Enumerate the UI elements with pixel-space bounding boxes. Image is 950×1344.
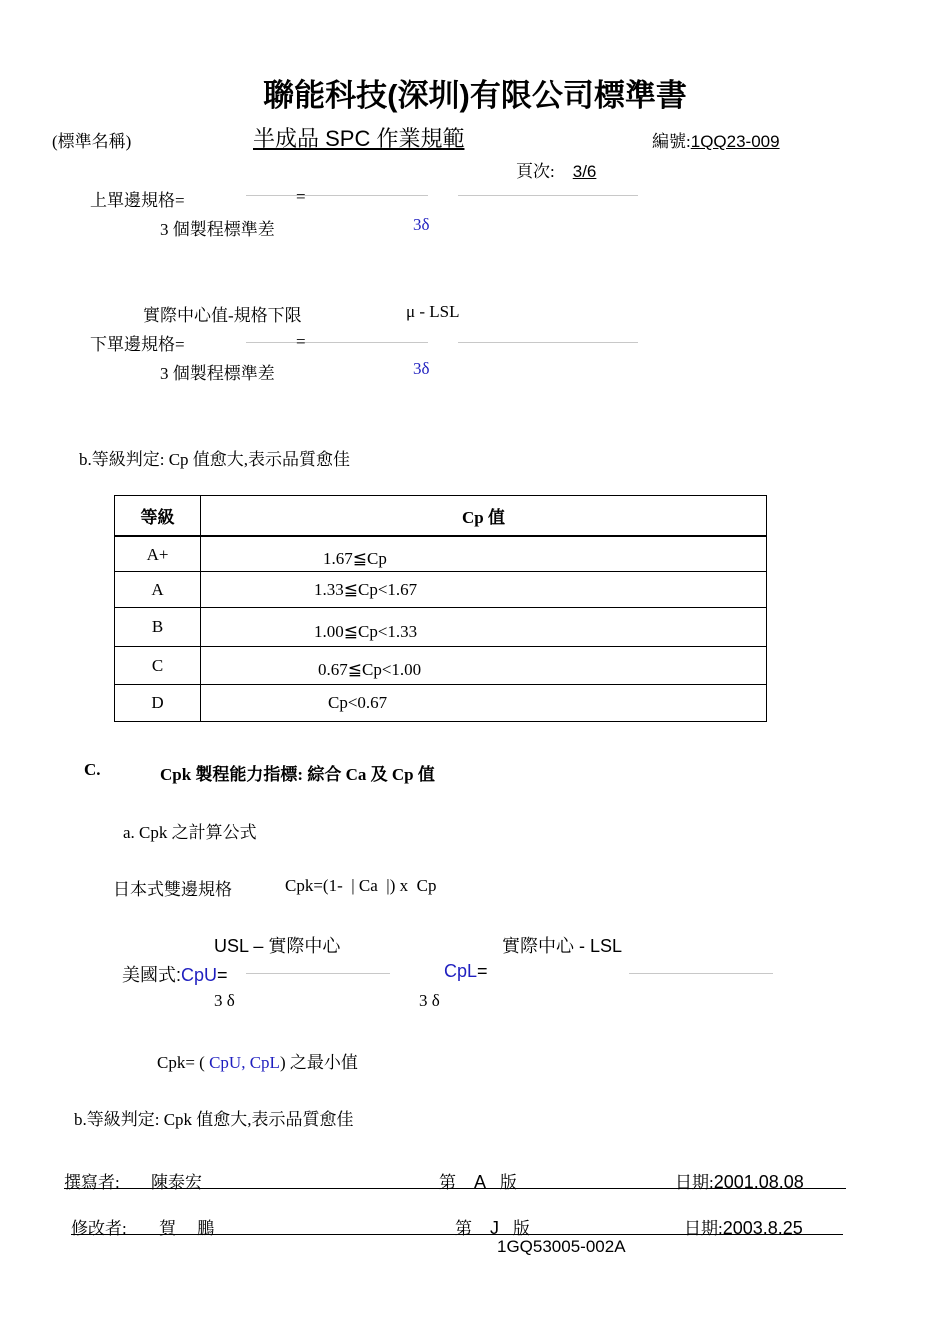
grade-cell: D — [115, 685, 201, 722]
upper-equals: = — [296, 187, 306, 206]
table-row — [115, 647, 767, 685]
modifier-underline — [71, 1234, 843, 1235]
lower-fraction-line-right — [458, 342, 638, 343]
lower-denominator-text: 3 個製程標準差 — [160, 364, 275, 383]
page-number — [516, 157, 610, 182]
cpl-label: CpL — [444, 961, 478, 981]
standard-name: 半成品 SPC 作業規範 — [253, 126, 465, 151]
grade-cell: B — [115, 608, 201, 647]
grade-column-header: 等級 — [115, 496, 201, 536]
edition-a: 第 A 版 — [439, 1172, 518, 1192]
upper-denominator-text: 3 個製程標準差 — [160, 220, 275, 239]
cpl-denominator: 3 δ — [419, 991, 440, 1010]
american-cpu — [122, 961, 228, 987]
cpu-numerator: USL – 實際中心 — [214, 936, 341, 956]
modifier-label: 修改者: — [71, 1219, 127, 1238]
page-title: 聯能科技(深圳)有限公司標準書 — [263, 78, 687, 113]
table-header-row — [115, 496, 767, 536]
cp-grade-table — [114, 495, 767, 722]
upper-spec-label: 上單邊規格= — [90, 191, 185, 210]
cpu-fraction-line — [246, 973, 390, 974]
author-label: 撰寫者: — [64, 1173, 120, 1192]
cpk-formula-heading: a. Cpk 之計算公式 — [123, 823, 257, 842]
edition-j: 第 J 版 — [455, 1218, 530, 1238]
range-cell: 1.67≦Cp — [201, 536, 767, 572]
cp-value-column-header: Cp 值 — [201, 496, 767, 536]
cpu-equals: = — [217, 965, 228, 985]
upper-fraction-line-right — [458, 195, 638, 196]
range-cell: 1.00≦Cp<1.33 — [201, 608, 767, 647]
cpl-numerator: 實際中心 - LSL — [502, 936, 623, 956]
japanese-label: 日本式雙邊規格 — [113, 880, 232, 899]
doc-number-label: 編號: — [652, 132, 691, 151]
table-row — [115, 685, 767, 722]
cpk-min-args: CpU, CpL — [209, 1053, 280, 1072]
upper-denominator-symbol: 3δ — [413, 215, 430, 234]
lower-denominator-symbol: 3δ — [413, 359, 430, 378]
table-row — [115, 536, 767, 572]
grade-cell: A+ — [115, 536, 201, 572]
lower-numerator-text: 實際中心值-規格下限 — [143, 306, 302, 325]
lower-fraction-line-left — [246, 342, 428, 343]
range-cell: Cp<0.67 — [201, 685, 767, 722]
section-c-title: Cpk 製程能力指標: 綜合 Ca 及 Cp 值 — [160, 765, 435, 784]
cpl-equals: = — [477, 961, 488, 981]
page-number-value: 3/6 — [572, 162, 597, 181]
cpk-min-formula: Cpk= ( CpU, CpL) 之最小值 — [157, 1053, 358, 1072]
doc-number — [652, 127, 780, 152]
page-number-label: 頁次: — [516, 162, 555, 181]
grade-cell: C — [115, 647, 201, 685]
table-row — [115, 608, 767, 647]
cp-judgement: b.等級判定: Cp 值愈大,表示品質愈佳 — [79, 450, 351, 469]
cpu-label: CpU — [181, 965, 218, 985]
cpu-denominator: 3 δ — [214, 991, 235, 1010]
form-number: 1GQ53005-002A — [497, 1237, 626, 1256]
standard-name-label: (標準名稱) — [52, 132, 132, 151]
range-cell: 0.67≦Cp<1.00 — [201, 647, 767, 685]
lower-equals: = — [296, 332, 306, 351]
lower-numerator-symbol: μ - LSL — [406, 302, 460, 321]
cpl-fraction-line — [629, 973, 773, 974]
grade-cell: A — [115, 572, 201, 608]
range-cell: 1.33≦Cp<1.67 — [201, 572, 767, 608]
date-j: 日期:2003.8.25 — [684, 1218, 803, 1238]
modifier-name: 賀 鵬 — [159, 1219, 215, 1238]
section-c-number: C. — [84, 760, 101, 779]
table-row — [115, 572, 767, 608]
lower-spec-label: 下單邊規格= — [90, 335, 185, 354]
american-cpl — [444, 961, 488, 982]
cpk-judgement: b.等級判定: Cpk 值愈大,表示品質愈佳 — [74, 1110, 354, 1129]
japanese-formula: Cpk=(1- | Ca |) x Cp — [285, 876, 437, 895]
author-underline — [64, 1188, 846, 1189]
author-name: 陳泰宏 — [151, 1173, 202, 1192]
american-label: 美國式: — [122, 965, 182, 985]
upper-fraction-line-left — [246, 195, 428, 196]
doc-number-value: 1QQ23-009 — [690, 132, 780, 151]
date-a: 日期:2001.08.08 — [675, 1172, 804, 1192]
